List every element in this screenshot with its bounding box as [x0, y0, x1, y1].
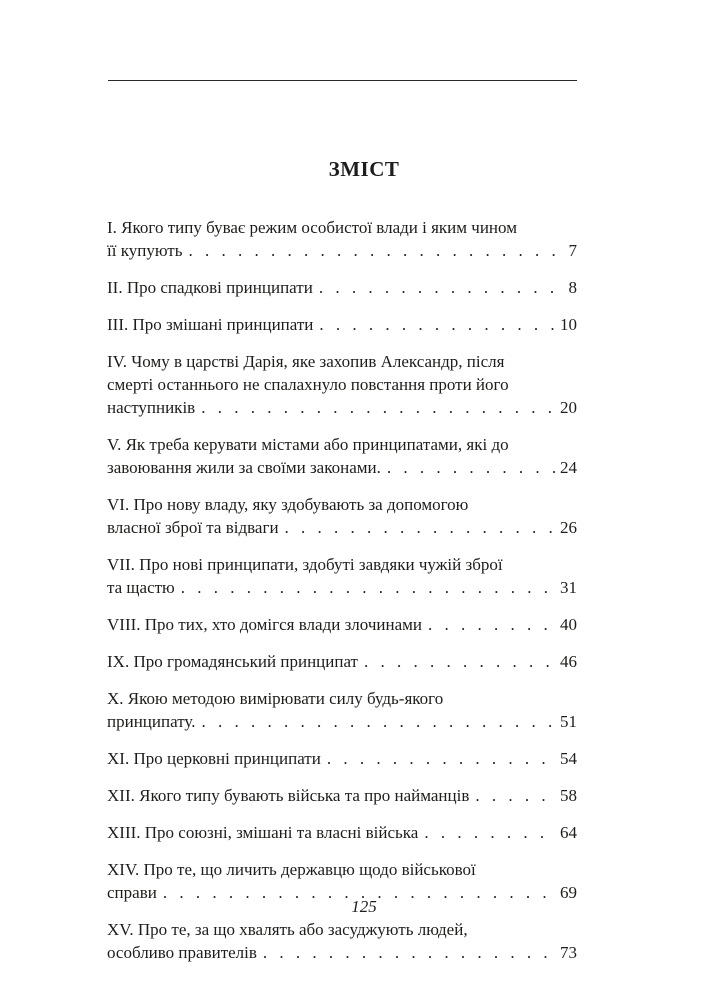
- toc-entry[interactable]: [107, 433, 577, 479]
- toc-entry-text: VII. Про нові принципати, здобуті завдяки чужій зброї: [107, 555, 503, 574]
- dot-leader: [319, 313, 555, 336]
- page-number: 125: [351, 897, 377, 916]
- dot-leader: [327, 747, 555, 770]
- toc-entry[interactable]: [107, 650, 577, 673]
- toc-entry-last-line: [107, 313, 577, 336]
- toc-entry[interactable]: [107, 918, 577, 964]
- dot-leader: [201, 396, 555, 419]
- toc-entry[interactable]: [107, 784, 577, 807]
- toc-entry[interactable]: [107, 313, 577, 336]
- toc-entry[interactable]: [107, 747, 577, 770]
- toc-entry[interactable]: [107, 350, 577, 419]
- toc-entry-text: особливо правителів: [107, 943, 257, 962]
- toc-page-number: 7: [568, 241, 577, 260]
- toc-entry-text: справи: [107, 883, 157, 902]
- dot-leader: [201, 710, 555, 733]
- toc-entry-text: XII. Якого типу бувають війська та про найманців: [107, 786, 470, 805]
- toc-entry-last-line: [107, 650, 577, 673]
- toc-entry[interactable]: [107, 276, 577, 299]
- toc-entry-text: VIII. Про тих, хто домігся влади злочинами: [107, 615, 422, 634]
- toc-page-number: 54: [560, 749, 577, 768]
- toc-entry-text: власної зброї та відваги: [107, 518, 279, 537]
- toc-entry-last-line: [107, 516, 577, 539]
- toc-entry-text: смерті останнього не спалахнуло повстання проти його: [107, 375, 509, 394]
- dot-leader: [285, 516, 555, 539]
- toc-entry-text: наступників: [107, 398, 196, 417]
- toc-entry-text: II. Про спадкові принципати: [107, 278, 313, 297]
- toc-page-number: 10: [560, 315, 577, 334]
- toc-entry-last-line: [107, 941, 577, 964]
- toc-page-number: 58: [560, 786, 577, 805]
- toc-entry-text: та щастю: [107, 578, 175, 597]
- toc-entry-last-line: [107, 396, 577, 419]
- toc-entry-text: завоювання жили за своїми законами.: [107, 458, 381, 477]
- toc-entry-last-line: [107, 710, 577, 733]
- toc-entry-text: XIV. Про те, що личить державцю щодо військової: [107, 860, 476, 879]
- toc-entry[interactable]: [107, 821, 577, 844]
- toc-entry-text: IV. Чому в царстві Дарія, яке захопив Александр, після: [107, 352, 505, 371]
- toc-entry-text: VI. Про нову владу, яку здобувають за допомогою: [107, 495, 469, 514]
- toc-entry-text: принципату.: [107, 712, 196, 731]
- toc-page-number: 69: [560, 883, 577, 902]
- table-of-contents: [107, 216, 577, 978]
- dot-leader: [424, 821, 555, 844]
- toc-entry-last-line: [107, 456, 577, 479]
- dot-leader: [263, 941, 555, 964]
- toc-entry-last-line: [107, 613, 577, 636]
- toc-page-number: 20: [560, 398, 577, 417]
- dot-leader: [428, 613, 555, 636]
- toc-entry-text: XI. Про церковні принципати: [107, 749, 321, 768]
- dot-leader: [364, 650, 555, 673]
- dot-leader: [188, 239, 555, 262]
- toc-entry-last-line: [107, 821, 577, 844]
- toc-page-number: 24: [560, 458, 577, 477]
- toc-entry[interactable]: [107, 613, 577, 636]
- toc-entry-last-line: [107, 276, 577, 299]
- toc-page-number: 26: [560, 518, 577, 537]
- toc-entry[interactable]: [107, 493, 577, 539]
- dot-leader: [387, 456, 555, 479]
- toc-entry-text: III. Про змішані принципати: [107, 315, 314, 334]
- toc-page-number: 51: [560, 712, 577, 731]
- toc-entry-text: V. Як треба керувати містами або принципатами, які до: [107, 435, 509, 454]
- toc-entry-text: XIII. Про союзні, змішані та власні війська: [107, 823, 419, 842]
- toc-entry[interactable]: [107, 687, 577, 733]
- page-title: ЗМІСТ: [328, 157, 400, 181]
- toc-page-number: 8: [568, 278, 577, 297]
- dot-leader: [181, 576, 555, 599]
- toc-entry-last-line: [107, 239, 577, 262]
- toc-entry-last-line: [107, 747, 577, 770]
- toc-entry-text: XV. Про те, за що хвалять або засуджують людей,: [107, 920, 468, 939]
- toc-page-number: 31: [560, 578, 577, 597]
- dot-leader: [319, 276, 555, 299]
- toc-entry[interactable]: [107, 216, 577, 262]
- toc-page-number: 73: [560, 943, 577, 962]
- toc-page-number: 40: [560, 615, 577, 634]
- toc-page-number: 64: [560, 823, 577, 842]
- toc-entry-text: I. Якого типу буває режим особистої влади і яким чином: [107, 218, 517, 237]
- dot-leader: [475, 784, 555, 807]
- header-rule: [108, 80, 577, 81]
- toc-entry-text: IX. Про громадянський принципат: [107, 652, 358, 671]
- toc-entry-text: X. Якою методою вимірювати силу будь-якого: [107, 689, 444, 708]
- toc-entry-last-line: [107, 576, 577, 599]
- toc-entry-text: її купують: [107, 241, 183, 260]
- toc-entry[interactable]: [107, 553, 577, 599]
- toc-entry-last-line: [107, 784, 577, 807]
- toc-page-number: 46: [560, 652, 577, 671]
